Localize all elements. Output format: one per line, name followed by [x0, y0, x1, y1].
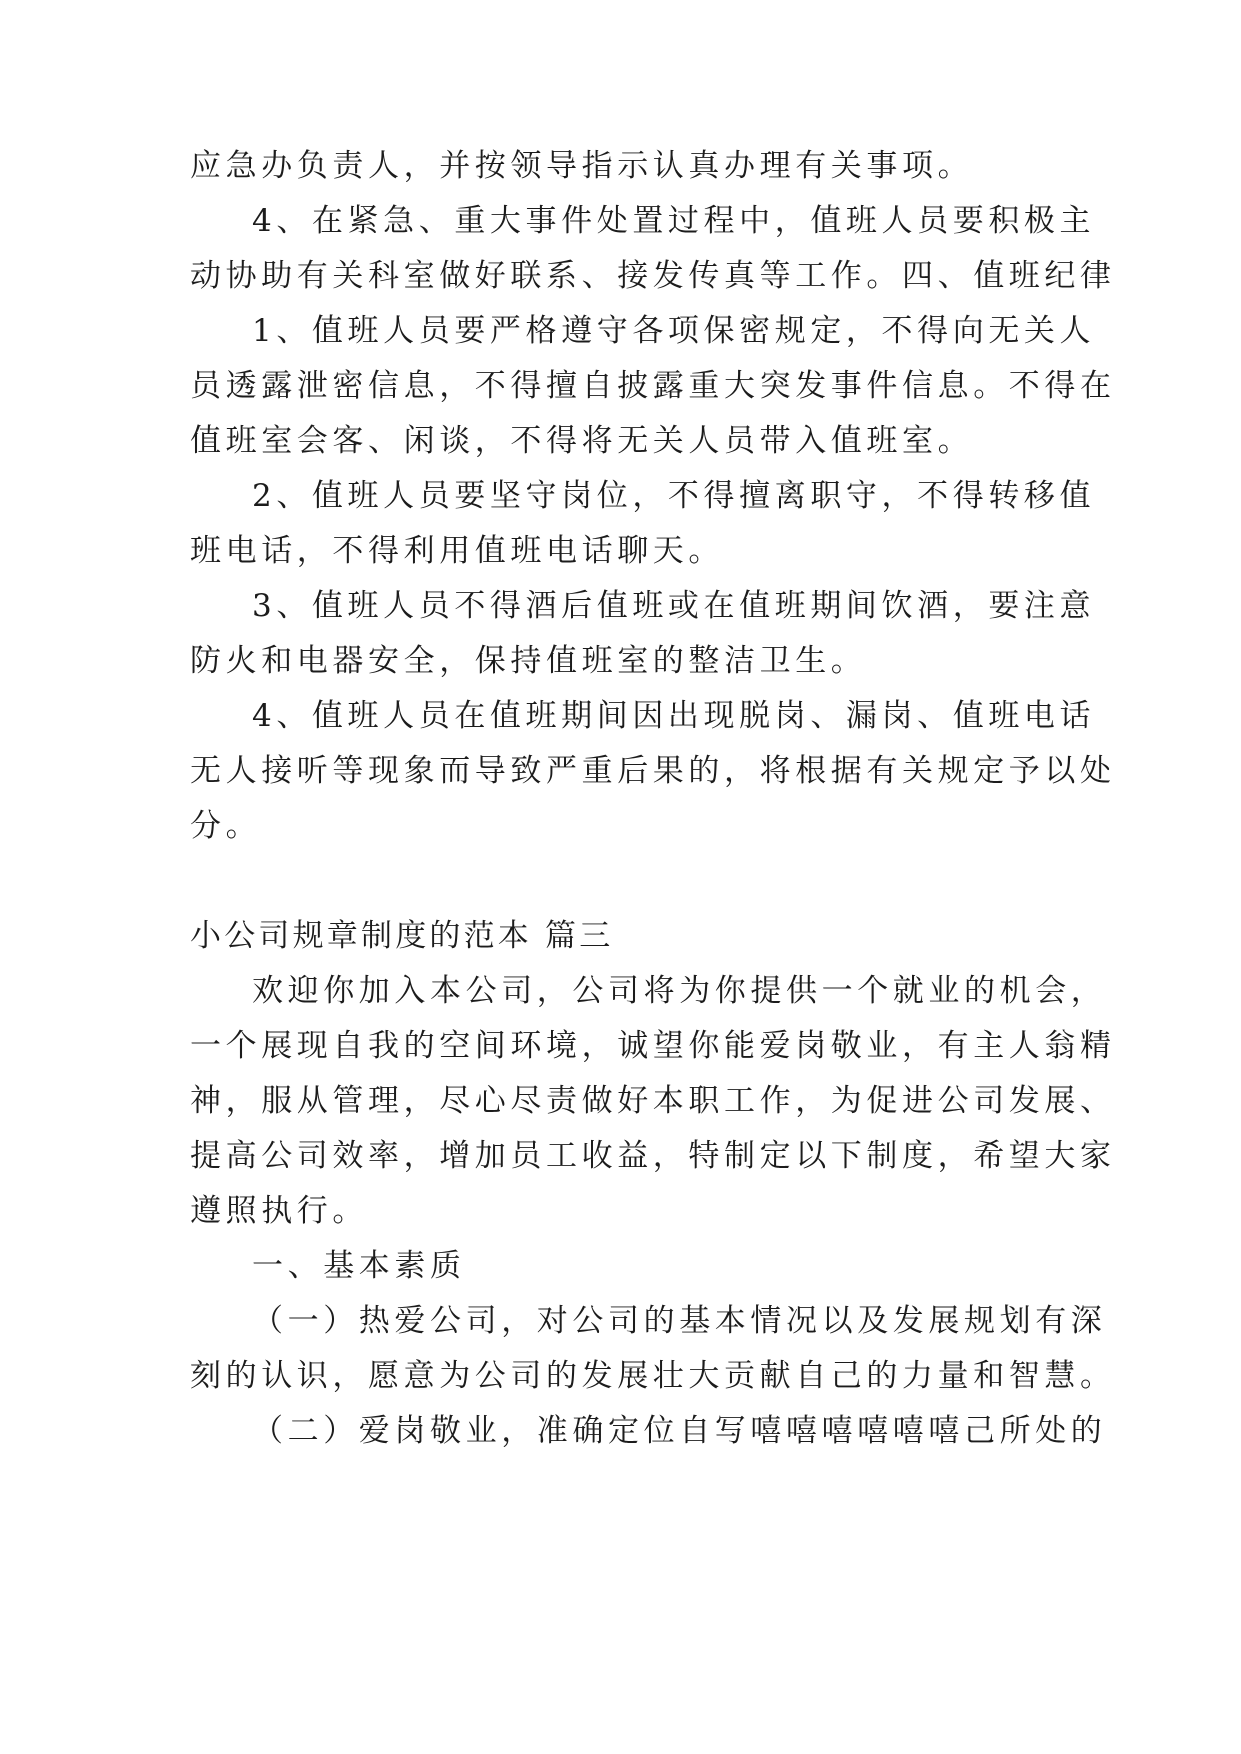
section-heading: 小公司规章制度的范本 篇三: [190, 918, 614, 954]
paragraph-line: 1、值班人员要严格遵守各项保密规定，不得向无关人: [252, 313, 1096, 349]
paragraph-line: 提高公司效率，增加员工收益，特制定以下制度，希望大家: [190, 1138, 1116, 1174]
paragraph-line: 3、值班人员不得酒后值班或在值班期间饮酒，要注意: [252, 588, 1096, 624]
paragraph-line: 遵照执行。: [190, 1193, 368, 1229]
paragraph-line: 4、在紧急、重大事件处置过程中，值班人员要积极主: [252, 203, 1096, 239]
paragraph-line: 刻的认识，愿意为公司的发展壮大贡献自己的力量和智慧。: [190, 1358, 1116, 1394]
paragraph-line: 值班室会客、闲谈，不得将无关人员带入值班室。: [190, 423, 974, 459]
paragraph-line: 动协助有关科室做好联系、接发传真等工作。四、值班纪律: [190, 258, 1116, 294]
paragraph-line: 4、值班人员在值班期间因出现脱岗、漏岗、值班电话: [252, 698, 1096, 734]
paragraph-line: 欢迎你加入本公司，公司将为你提供一个就业的机会，: [252, 973, 1107, 1009]
paragraph-line: 分。: [190, 808, 262, 844]
paragraph-line: 一个展现自我的空间环境，诚望你能爱岗敬业，有主人翁精: [190, 1028, 1116, 1064]
paragraph-line: 无人接听等现象而导致严重后果的，将根据有关规定予以处: [190, 753, 1116, 789]
paragraph-line: （二）爱岗敬业，准确定位自写嘻嘻嘻嘻嘻嘻己所处的: [252, 1413, 1107, 1449]
paragraph-line: 员透露泄密信息，不得擅自披露重大突发事件信息。不得在: [190, 368, 1116, 404]
paragraph-line: 防火和电器安全，保持值班室的整洁卫生。: [190, 643, 867, 679]
paragraph-line: 班电话，不得利用值班电话聊天。: [190, 533, 724, 569]
paragraph-line: 神，服从管理，尽心尽责做好本职工作，为促进公司发展、: [190, 1083, 1116, 1119]
paragraph-line: （一）热爱公司，对公司的基本情况以及发展规划有深: [252, 1303, 1107, 1339]
paragraph-line: 应急办负责人，并按领导指示认真办理有关事项。: [190, 148, 974, 184]
paragraph-line: 2、值班人员要坚守岗位，不得擅离职守，不得转移值: [252, 478, 1096, 514]
subsection-heading: 一、基本素质: [252, 1248, 466, 1284]
